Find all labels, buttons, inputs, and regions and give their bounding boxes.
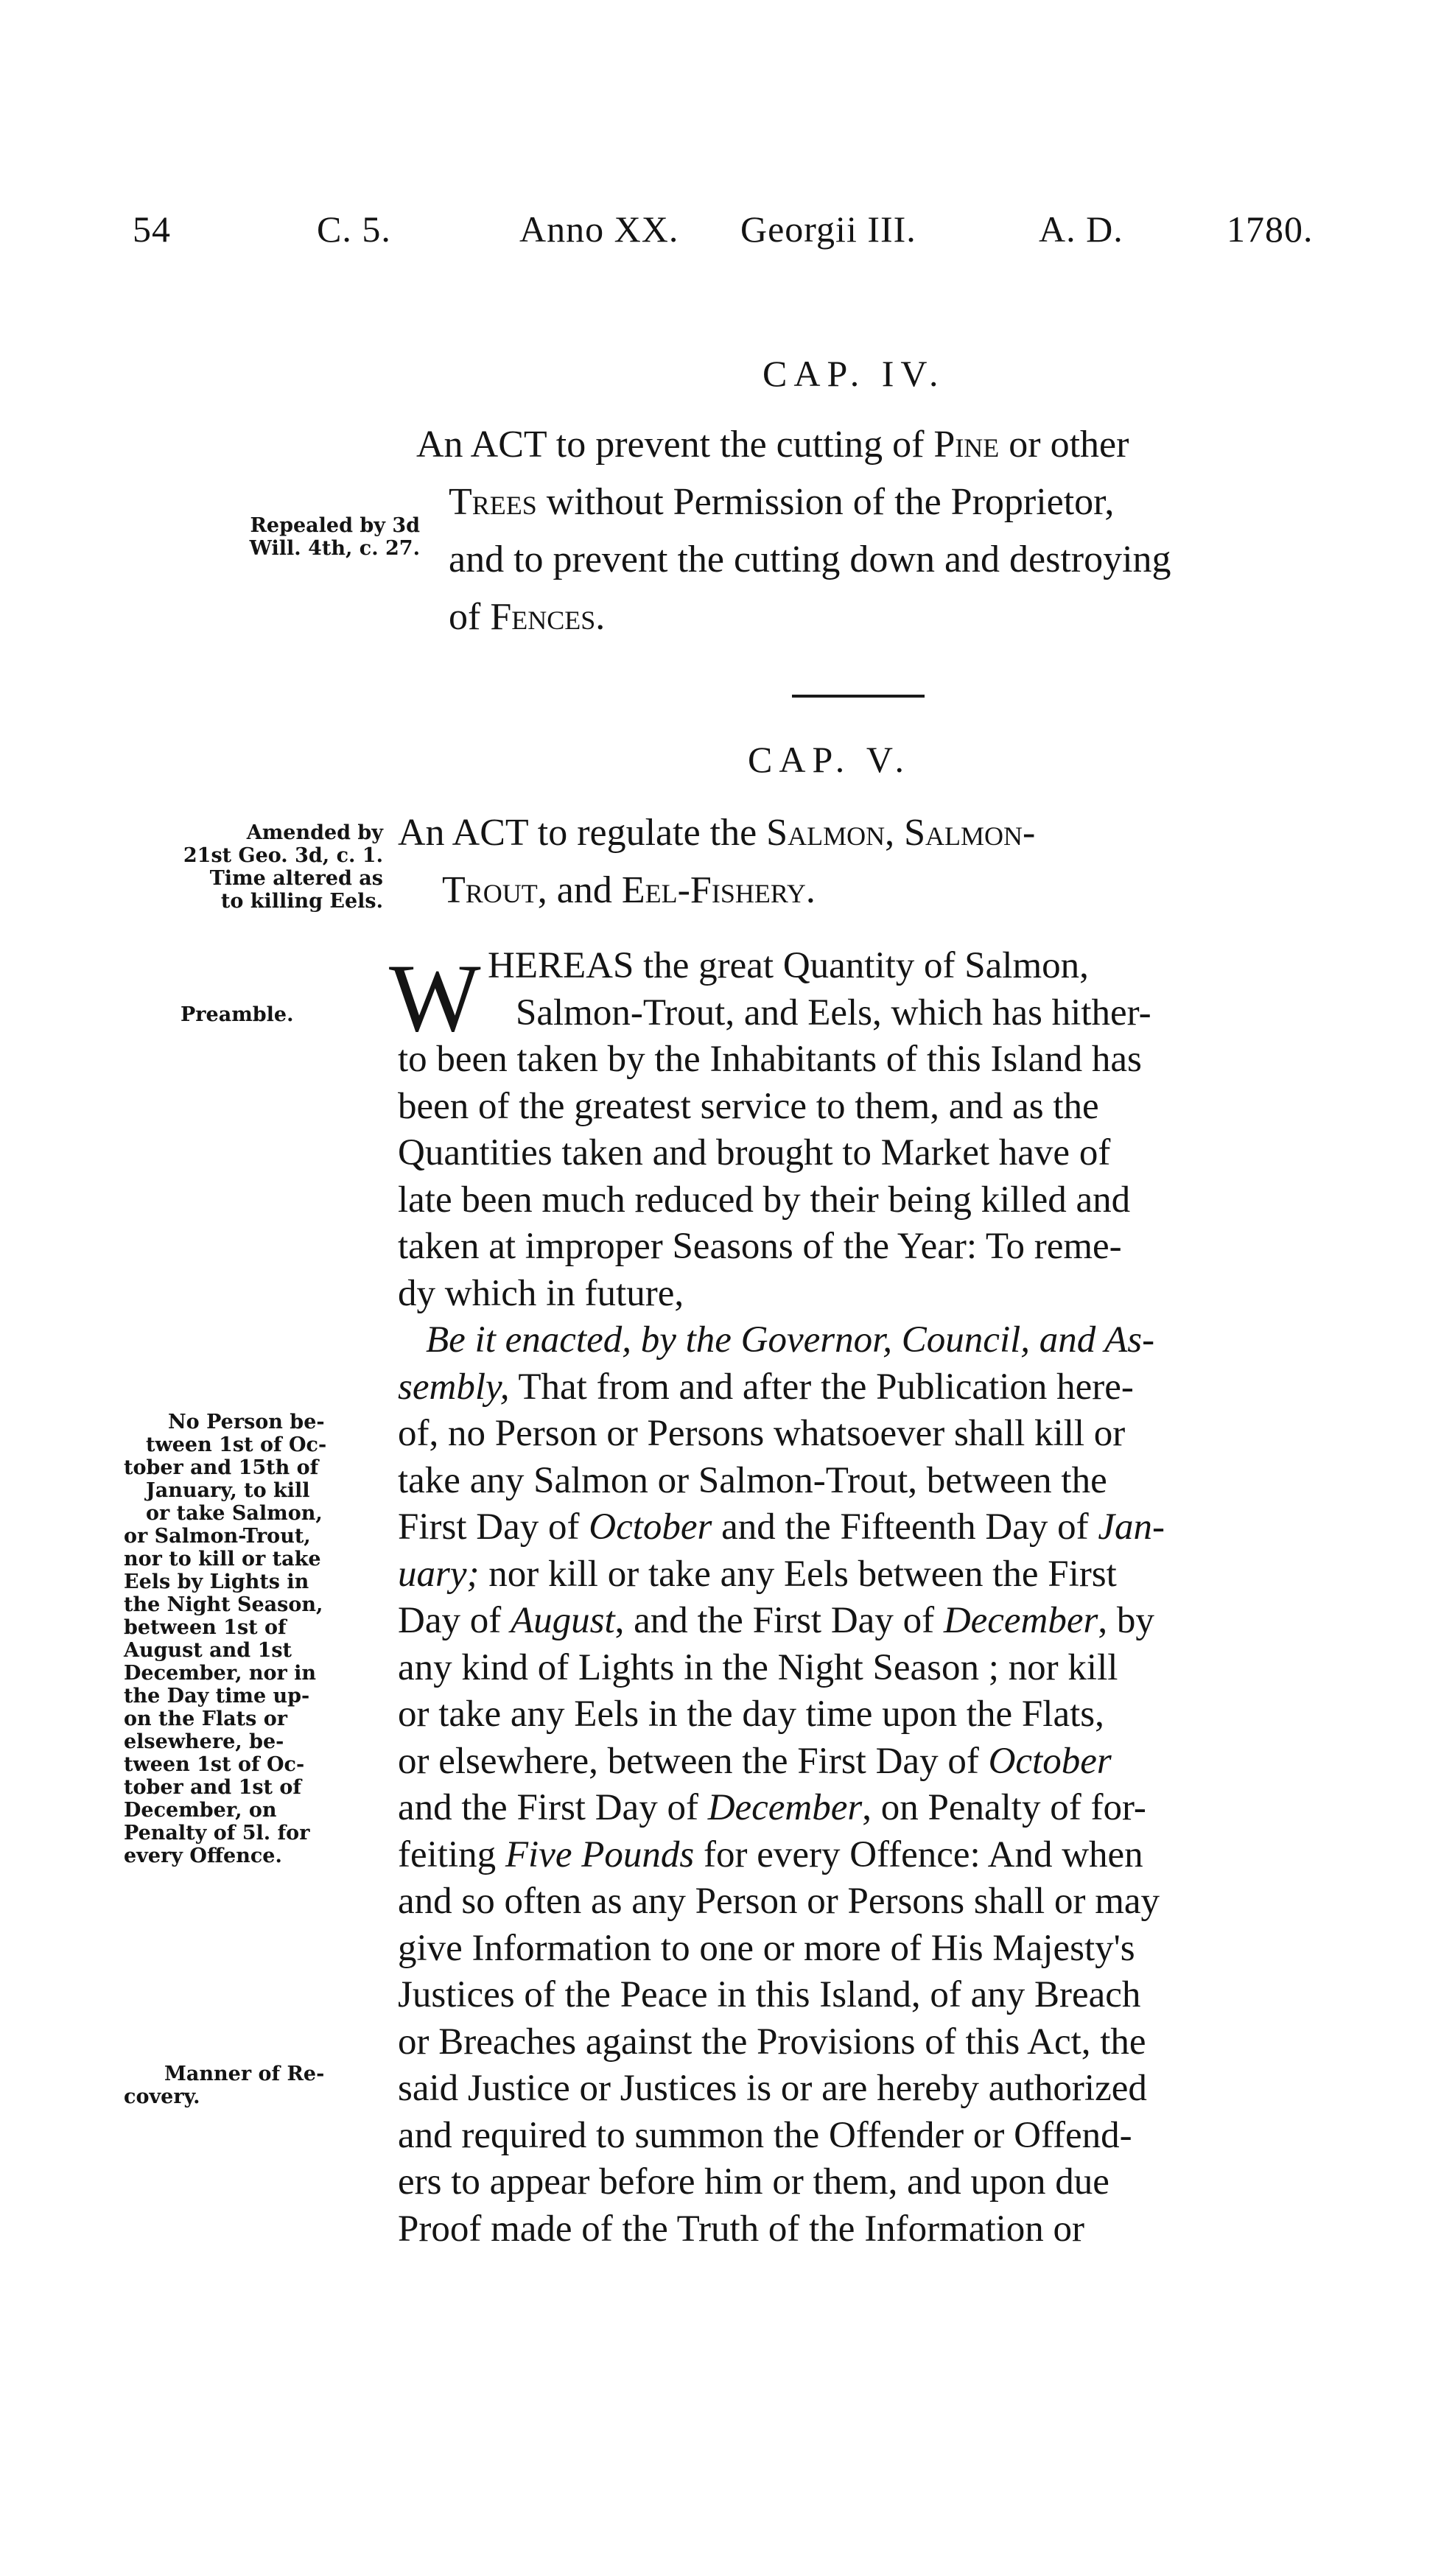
text-line: and so often as any Person or Persons shall or may xyxy=(398,1881,1160,1922)
preamble-paragraph xyxy=(398,943,1310,1317)
text-line: late been much reduced by their being killed and xyxy=(398,1179,1131,1221)
cap-iv-title xyxy=(416,416,1171,646)
text-line: uary; nor kill or take any Eels between the First xyxy=(398,1553,1117,1595)
text-line: been of the greatest service to them, and as the xyxy=(398,1085,1099,1127)
manner-of-recovery-note: Manner of Re- covery. xyxy=(124,2063,325,2108)
cap-iv-title-line: of Fences. xyxy=(449,596,606,638)
text-line: give Information to one or more of His Majesty's xyxy=(398,1927,1135,1969)
section-divider xyxy=(792,695,925,698)
text-line: and the First Day of December, on Penalty of for- xyxy=(398,1787,1146,1828)
chapter-ref: C. 5. xyxy=(317,208,391,250)
cap-iv-heading: CAP. IV. xyxy=(762,353,945,394)
cap-v-heading: CAP. V. xyxy=(748,739,911,780)
text-line: First Day of October and the Fifteenth Day of Jan- xyxy=(398,1506,1165,1548)
text-line: sembly, That from and after the Publication here- xyxy=(398,1366,1134,1408)
preamble-note: Preamble. xyxy=(180,1003,294,1026)
text-line: said Justice or Justices is or are hereby authorized xyxy=(398,2068,1147,2109)
text-line: of, no Person or Persons whatsoever shall kill or xyxy=(398,1413,1126,1454)
no-person-note: No Person be- tween 1st of Oc- tober and 15th of January, to kill or take Salmon, or Salmon-Trout, nor to kill or take Eels by Lights in the Night Season, between 1st of August and 1st December, nor in the Day time up- on the Flats or elsewhere, be- tween 1st of Oc- tober and 1st of December, on Penalty of 5l. for every Offence. xyxy=(124,1411,327,1867)
cap-iv-title-line: Trees without Permission of the Proprietor, xyxy=(449,481,1115,523)
text-line: taken at improper Seasons of the Year: To reme- xyxy=(398,1226,1122,1267)
enactment-paragraph xyxy=(398,1317,1310,2253)
cap-v-title xyxy=(398,804,1035,919)
text-line: dy which in future, xyxy=(398,1272,684,1314)
text-line: Quantities taken and brought to Market have of xyxy=(398,1132,1111,1173)
cap-v-margin-note: Amended by 21st Geo. 3d, c. 1. Time altered as to killing Eels. xyxy=(183,821,383,913)
cap-iv-title-line: An ACT to prevent the cutting of Pine or other xyxy=(416,424,1129,466)
cap-v-title-line: An ACT to regulate the Salmon, Salmon- xyxy=(398,812,1036,854)
text-line: take any Salmon or Salmon-Trout, between the xyxy=(398,1459,1107,1501)
text-line: to been taken by the Inhabitants of this Island has xyxy=(398,1039,1142,1080)
text-line: Justices of the Peace in this Island, of any Breach xyxy=(398,1974,1141,2015)
reign-label: Georgii III. xyxy=(740,208,916,250)
text-line: any kind of Lights in the Night Season ; nor kill xyxy=(398,1646,1118,1688)
text-line: or Breaches against the Provisions of this Act, the xyxy=(398,2021,1146,2063)
cap-v-title-line: Trout, and Eel-Fishery. xyxy=(442,869,816,911)
year-label: 1780. xyxy=(1227,208,1314,250)
cap-iv-margin-note: Repealed by 3d Will. 4th, c. 27. xyxy=(249,514,420,560)
text-line: feiting Five Pounds for every Offence: And when xyxy=(398,1833,1143,1875)
text-line: or elsewhere, between the First Day of October xyxy=(398,1740,1112,1782)
drop-cap: W xyxy=(389,944,481,1052)
text-line: or take any Eels in the day time upon the Flats, xyxy=(398,1694,1104,1735)
text-line: Be it enacted, by the Governor, Council, and As- xyxy=(426,1319,1155,1361)
text-line: ers to appear before him or them, and upon due xyxy=(398,2161,1109,2203)
text-line: Proof made of the Truth of the Information or xyxy=(398,2208,1085,2250)
text-line: and required to summon the Offender or Offend- xyxy=(398,2114,1132,2156)
text-line: HEREAS the great Quantity of Salmon, xyxy=(488,945,1089,986)
page-number: 54 xyxy=(133,208,171,250)
text-line: Day of August, and the First Day of December, by xyxy=(398,1600,1154,1641)
text-line: Salmon-Trout, and Eels, which has hither- xyxy=(516,992,1151,1033)
cap-iv-title-line: and to prevent the cutting down and destroying xyxy=(449,538,1171,580)
anno-label: Anno XX. xyxy=(519,208,679,250)
era-label: A. D. xyxy=(1039,208,1123,250)
